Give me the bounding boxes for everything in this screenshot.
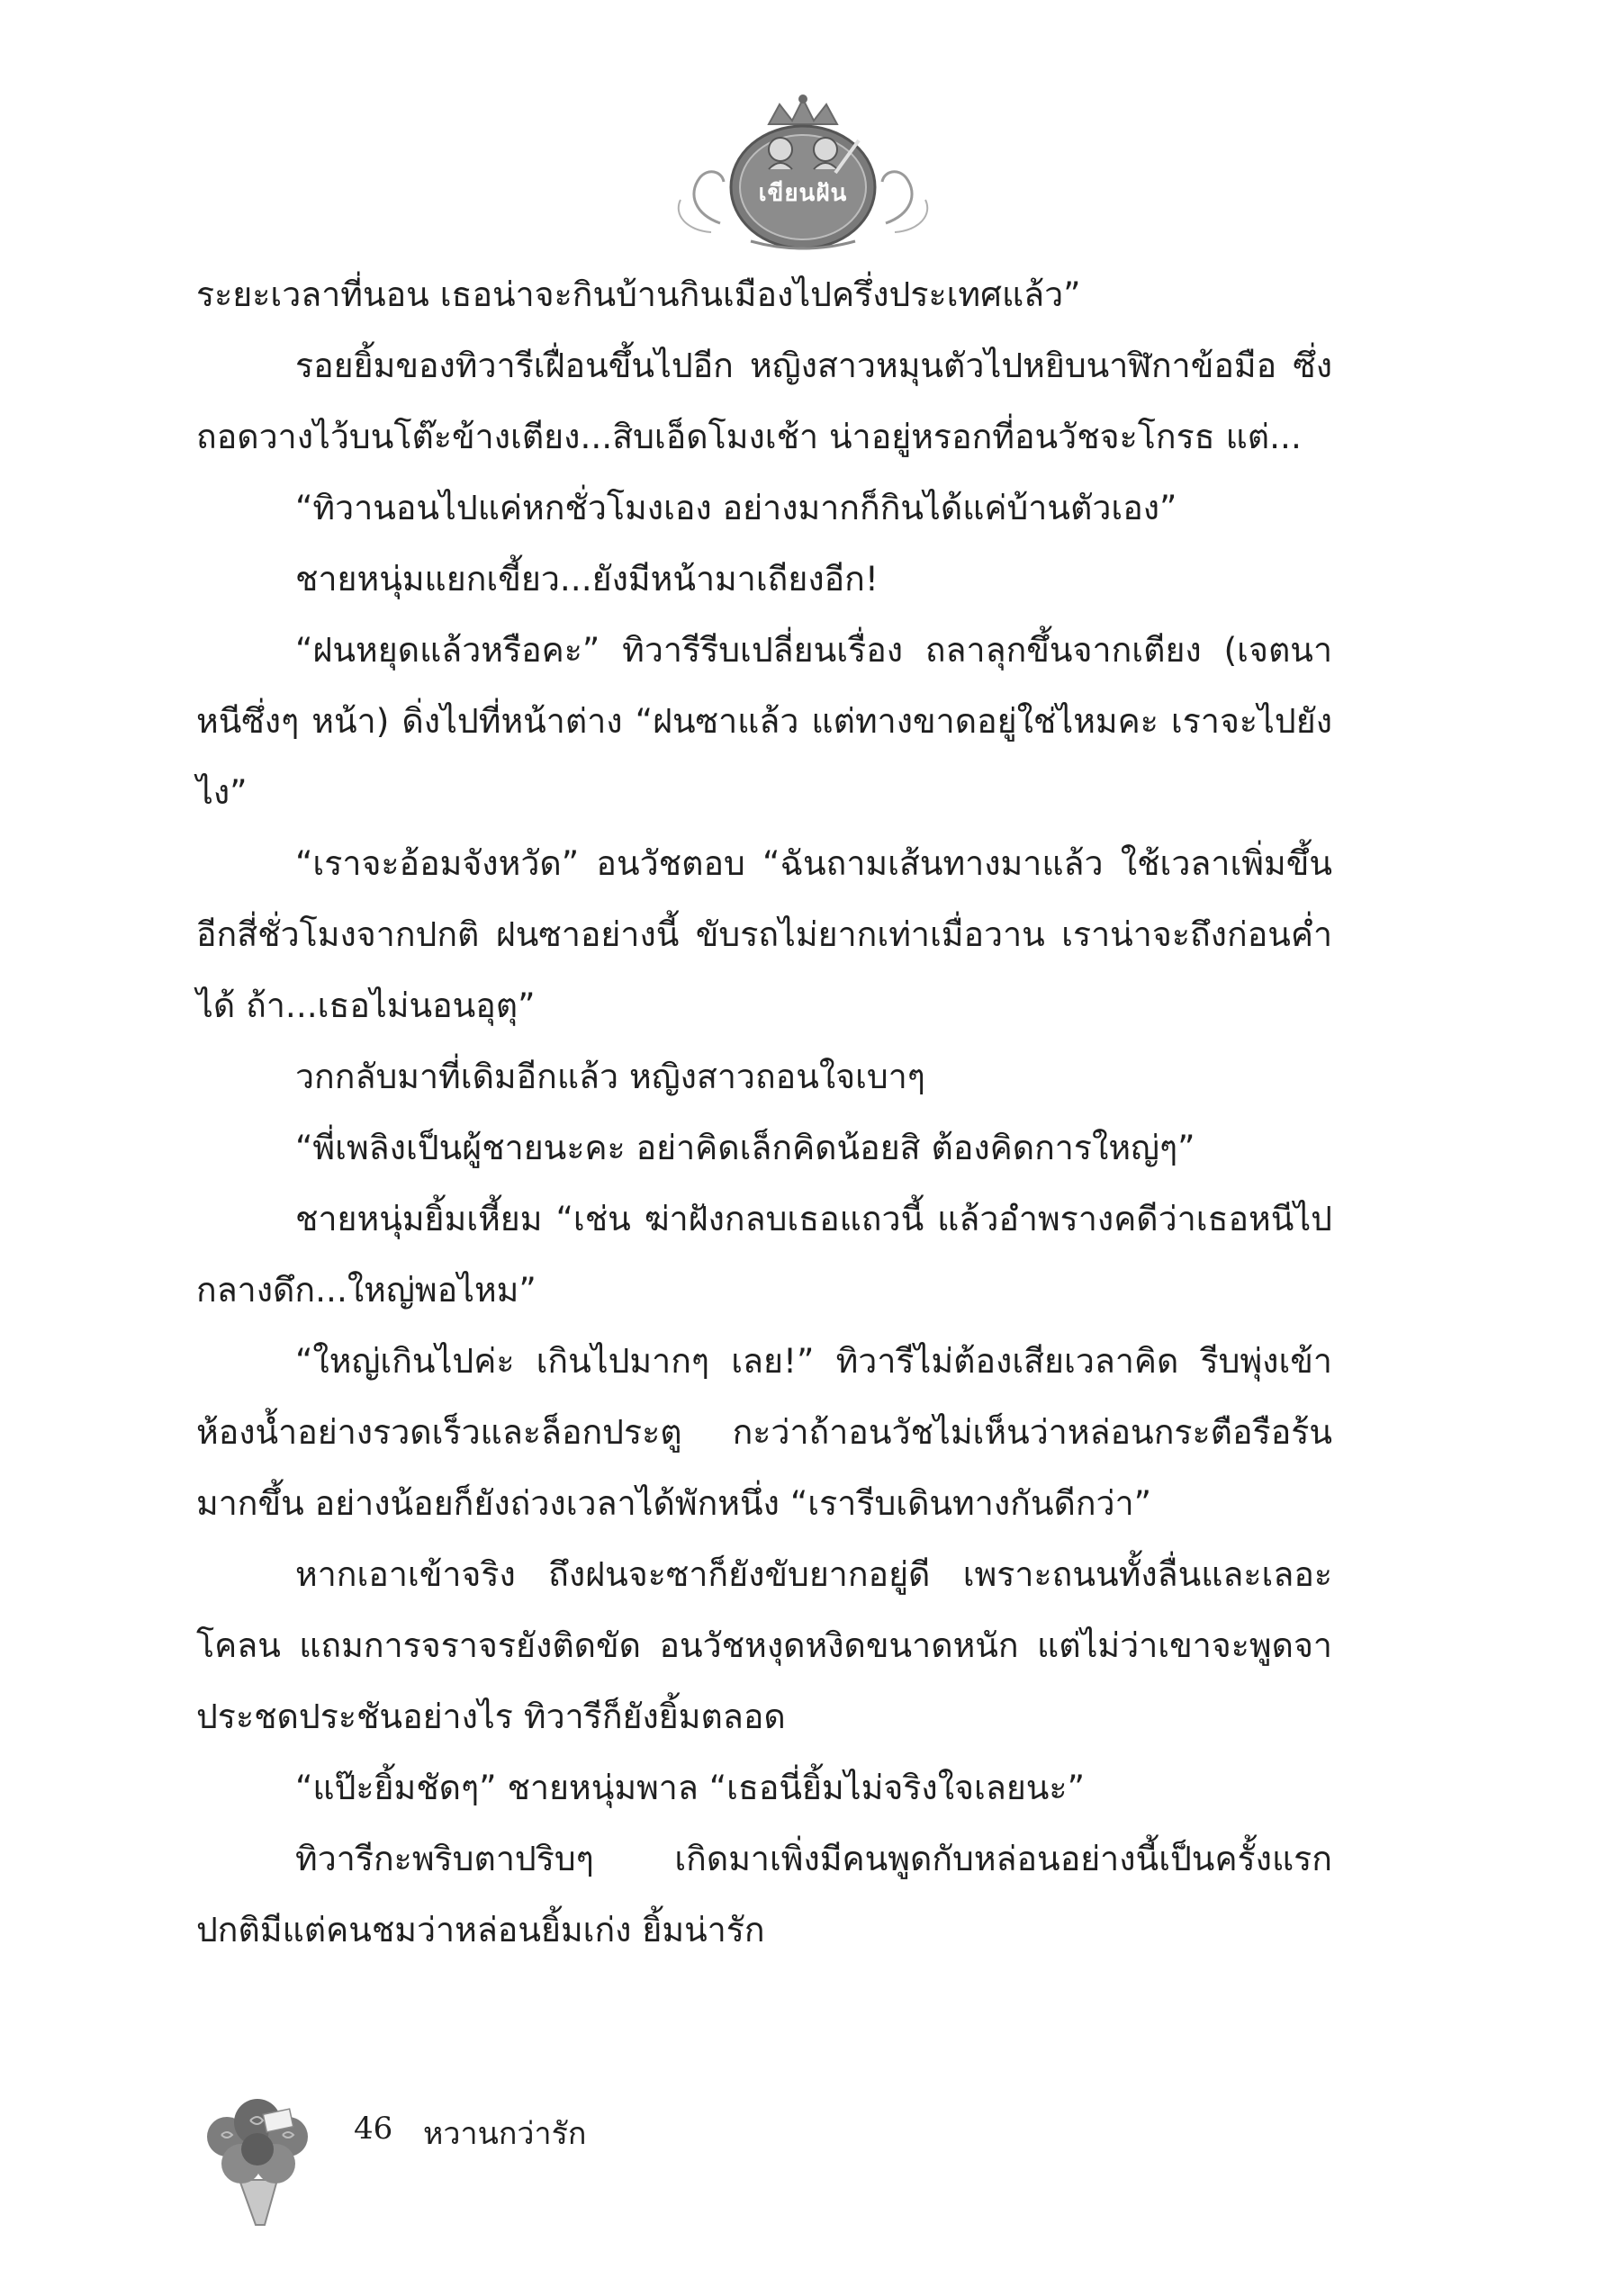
paragraph: “ทิวานอนไปแค่หกชั่วโมงเอง อย่างมากก็กินได้แค่บ้านตัวเอง”	[295, 488, 1177, 527]
paragraph: ระยะเวลาที่นอน เธอน่าจะกินบ้านกินเมืองไปครึ่งประเทศแล้ว”	[196, 275, 1081, 314]
publisher-logo	[668, 88, 938, 255]
paragraph: ชายหนุ่มยิ้มเหี้ยม “เช่น ฆ่าฝังกลบเธอแถวนี้ แล้วอำพรางคดีว่าเธอหนีไปกลางดึก...ใหญ่พอไหม”	[196, 1199, 1332, 1310]
paragraph: ทิวารีกะพริบตาปริบๆ เกิดมาเพิ่งมีคนพูดกับหล่อนอย่างนี้เป็นครั้งแรก ปกติมีแต่คนชมว่าหล่อนยิ้มเก่ง ยิ้มน่ารัก	[196, 1839, 1332, 1949]
paragraph: “แป๊ะยิ้มชัดๆ” ชายหนุ่มพาล “เธอนี่ยิ้มไม่จริงใจเลยนะ”	[295, 1768, 1086, 1807]
paragraph: รอยยิ้มของทิวารีเฝื่อนขึ้นไปอีก หญิงสาวหมุนตัวไปหยิบนาฬิกาข้อมือ ซึ่งถอดวางไว้บนโต๊ะข้างเตียง...สิบเอ็ดโมงเช้า น่าอยู่หรอกที่อนวัชจะโกรธ แต่...	[196, 346, 1332, 456]
publisher-logo-text: เขียนฝัน	[758, 180, 848, 207]
paragraph: “เราจะอ้อมจังหวัด” อนวัชตอบ “ฉันถามเส้นทางมาแล้ว ใช้เวลาเพิ่มขึ้นอีกสี่ชั่วโมงจากปกติ ฝนซาอย่างนี้ ขับรถไม่ยากเท่าเมื่อวาน เราน่าจะถึงก่อนค่ำได้ ถ้า...เธอไม่นอนอุตุ”	[196, 843, 1332, 1025]
paragraph: “ฝนหยุดแล้วหรือคะ” ทิวารีรีบเปลี่ยนเรื่อง ถลาลุกขึ้นจากเตียง (เจตนาหนีซึ่งๆ หน้า) ดิ่งไปที่หน้าต่าง “ฝนซาแล้ว แต่ทางขาดอยู่ใช่ไหมคะ เราจะไปยังไง”	[196, 630, 1332, 812]
page-number: 46	[354, 2111, 393, 2147]
paragraph: “ใหญ่เกินไปค่ะ เกินไปมากๆ เลย!” ทิวารีไม่ต้องเสียเวลาคิด รีบพุ่งเข้าห้องน้ำอย่างรวดเร็วและล็อกประตู กะว่าถ้าอนวัชไม่เห็นว่าหล่อนกระตือรือร้นมากขึ้น อย่างน้อยก็ยังถ่วงเวลาได้พักหนึ่ง “เรารีบเดินทางกันดีกว่า”	[196, 1341, 1332, 1523]
book-title: หวานกว่ารัก	[423, 2116, 587, 2152]
paragraph: “พี่เพลิงเป็นผู้ชายนะคะ อย่าคิดเล็กคิดน้อยสิ ต้องคิดการใหญ่ๆ”	[295, 1128, 1195, 1167]
paragraph: หากเอาเข้าจริง ถึงฝนจะซาก็ยังขับยากอยู่ดี เพราะถนนทั้งลื่นและเลอะโคลน แถมการจราจรยังติดขัด อนวัชหงุดหงิดขนาดหนัก แต่ไม่ว่าเขาจะพูดจาประชดประชันอย่างไร ทิวารีก็ยังยิ้มตลอด	[196, 1554, 1332, 1736]
publisher-emblem-icon	[668, 88, 938, 255]
paragraph: ชายหนุ่มแยกเขี้ยว...ยังมีหน้ามาเถียงอีก!	[295, 559, 879, 599]
paragraph: วกกลับมาที่เดิมอีกแล้ว หญิงสาวถอนใจเบาๆ	[295, 1057, 925, 1096]
story-body	[196, 259, 1332, 1966]
rose-bouquet-icon	[194, 2081, 320, 2229]
